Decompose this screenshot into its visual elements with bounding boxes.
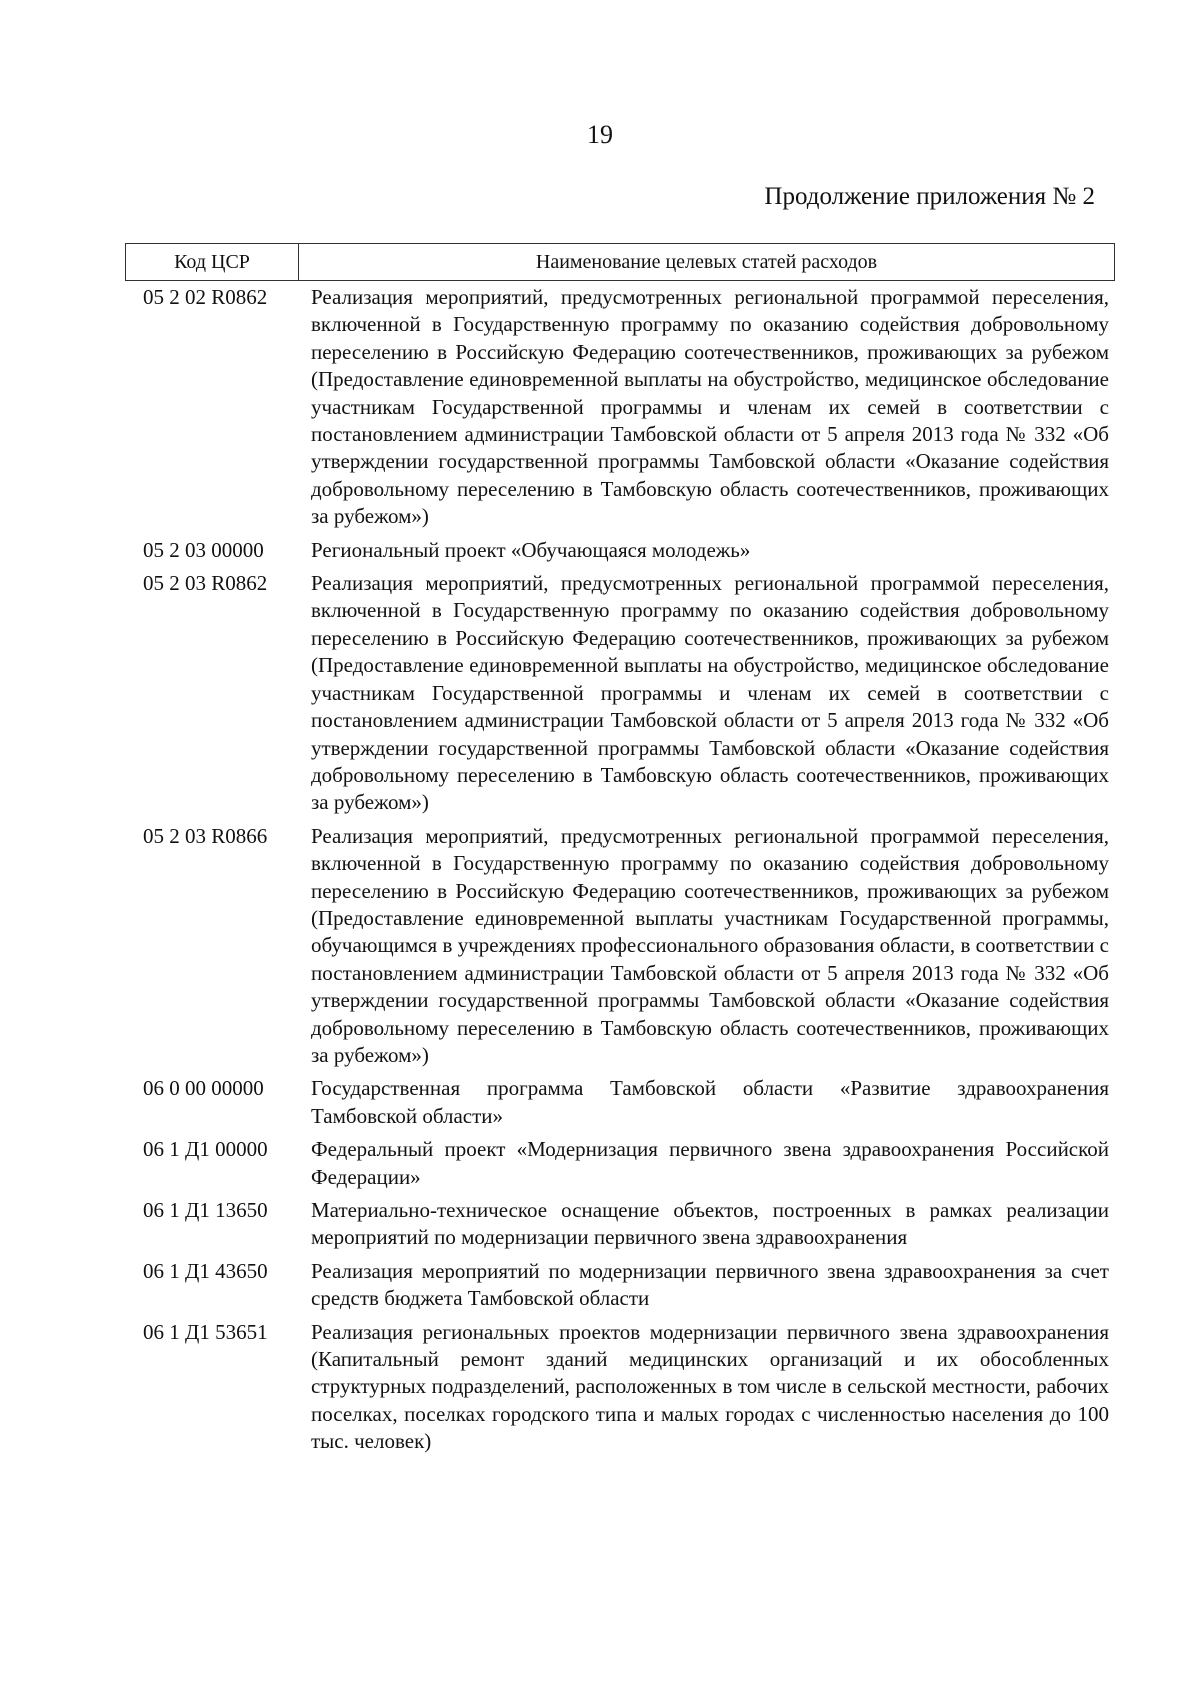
table-row bbox=[125, 823, 1115, 1070]
table-row bbox=[125, 570, 1115, 817]
header-name: Наименование целевых статей расходов bbox=[535, 250, 878, 273]
row-name: Реализация мероприятий, предусмотренных региональной программой переселения, включенной в Государственную программу по оказанию содействия добровольному переселению в Российскую Федерацию соотечественников, проживающих за рубежом (Предоставление единовременной выплаты на обустройство, медицинское обследование участникам Государственной программы и членам их семей в соответствии с постановлением администрации Тамбовской области от 5 апреля 2013 года № 332 «Об утверждении государственной программы Тамбовской области «Оказание содействия добровольному переселению в Тамбовскую область соотечественников, проживающих за рубежом») bbox=[311, 571, 1109, 815]
row-code: 06 1 Д1 43650 bbox=[143, 1258, 268, 1283]
row-code: 05 2 03 00000 bbox=[143, 537, 264, 562]
table-body bbox=[125, 284, 1115, 1456]
table-row bbox=[125, 537, 1115, 564]
row-name: Реализация мероприятий, предусмотренных региональной программой переселения, включенной в Государственную программу по оказанию содействия добровольному переселению в Российскую Федерацию соотечественников, проживающих за рубежом (Предоставление единовременной выплаты на обустройство, медицинское обследование участникам Государственной программы и членам их семей в соответствии с постановлением администрации Тамбовской области от 5 апреля 2013 года № 332 «Об утверждении государственной программы Тамбовской области «Оказание содействия добровольному переселению в Тамбовскую область соотечественников, проживающих за рубежом») bbox=[311, 285, 1109, 529]
row-code: 06 0 00 00000 bbox=[143, 1076, 264, 1101]
header-code: Код ЦСР bbox=[126, 244, 299, 280]
row-code: 06 1 Д1 13650 bbox=[143, 1198, 268, 1222]
row-name: Региональный проект «Обучающаяся молодежь» bbox=[311, 537, 751, 562]
row-name: Реализация мероприятий, предусмотренных региональной программой переселения, включенной в Государственную программу по оказанию содействия добровольному переселению в Российскую Федерацию соотечественников, проживающих за рубежом (Предоставление единовременной выплаты участникам Государственной программы, обучающимся в учреждениях профессионального образования области, в соответствии с постановлением администрации Тамбовской области от 5 апреля 2013 года № 332 «Об утверждении государственной программы Тамбовской области «Оказание содействия добровольному переселению в Тамбовскую область соотечественников, проживающих за рубежом») bbox=[311, 823, 1109, 1067]
row-code: 06 1 Д1 00000 bbox=[143, 1137, 268, 1162]
table-row bbox=[125, 1258, 1115, 1313]
expense-items-table bbox=[125, 243, 1115, 1462]
row-name: Материально-техническое оснащение объектов, построенных в рамках реализации мероприятий по модернизации первичного звена здравоохранения bbox=[311, 1198, 1109, 1250]
row-name: Реализация региональных проектов модернизации первичного звена здравоохранения (Капитальный ремонт зданий медицинских организаций и их обособленных структурных подразделений, расположенных в том числе в сельской местности, рабочих поселках, поселках городского типа и малых городах с численностью населения до 100 тыс. человек) bbox=[311, 1319, 1109, 1454]
row-code: 05 2 03 R0862 bbox=[143, 571, 268, 596]
row-code: 05 2 02 R0862 bbox=[143, 285, 268, 309]
row-name: Реализация мероприятий по модернизации первичного звена здравоохранения за счет средств бюджета Тамбовской области bbox=[311, 1258, 1109, 1311]
row-name: Государственная программа Тамбовской области «Развитие здравоохранения Тамбовской области» bbox=[311, 1076, 1109, 1128]
appendix-note: Продолжение приложения № 2 bbox=[764, 183, 1095, 210]
table-row bbox=[125, 1197, 1115, 1252]
table-row bbox=[125, 1136, 1115, 1191]
row-code: 05 2 03 R0866 bbox=[143, 823, 268, 848]
row-code: 06 1 Д1 53651 bbox=[143, 1319, 268, 1344]
row-name: Федеральный проект «Модернизация первичного звена здравоохранения Российской Федерации» bbox=[311, 1137, 1109, 1189]
page-number: 19 bbox=[587, 120, 613, 149]
table-row bbox=[125, 1075, 1115, 1130]
table-row bbox=[125, 284, 1115, 531]
table-row bbox=[125, 1319, 1115, 1456]
table-header bbox=[125, 243, 1115, 281]
